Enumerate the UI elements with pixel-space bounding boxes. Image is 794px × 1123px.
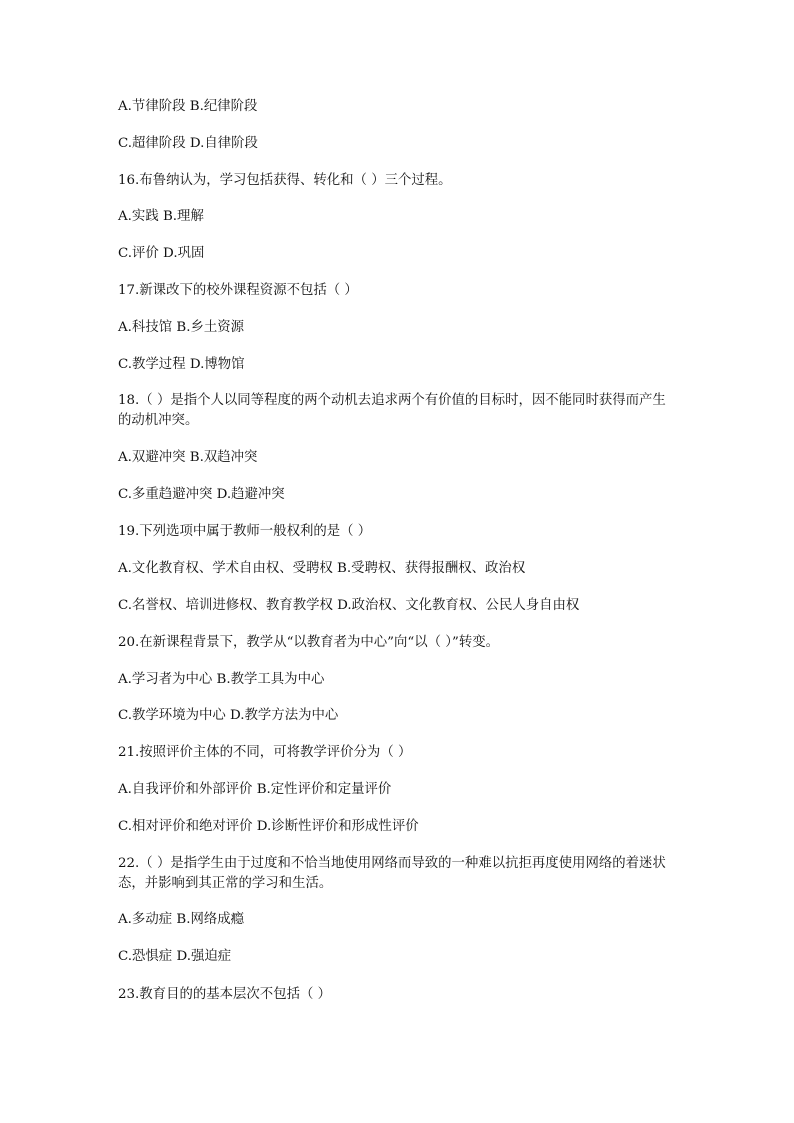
option-line: A.文化教育权、学术自由权、受聘权 B.受聘权、获得报酬权、政治权 — [118, 561, 526, 576]
question-22: 22.（ ）是指学生由于过度和不恰当地使用网络而导致的一种难以抗拒再度使用网络的着迷状态，并影响到其正常的学习和生活。 — [118, 856, 666, 891]
option-line: C.超律阶段 D.自律阶段 — [118, 136, 258, 151]
option-line: A.科技馆 B.乡土资源 — [118, 320, 245, 335]
question-16: 16.布鲁纳认为，学习包括获得、转化和（ ）三个过程。 — [118, 173, 452, 188]
question-19: 19.下列选项中属于教师一般权利的是（ ） — [118, 524, 372, 539]
option-line: C.恐惧症 D.强迫症 — [118, 949, 232, 964]
option-line: A.实践 B.理解 — [118, 209, 204, 224]
option-line: A.多动症 B.网络成瘾 — [118, 912, 245, 927]
option-line: C.名誉权、培训进修权、教育教学权 D.政治权、文化教育权、公民人身自由权 — [118, 598, 580, 613]
option-line: C.相对评价和绝对评价 D.诊断性评价和形成性评价 — [118, 819, 419, 834]
option-line: C.教学过程 D.博物馆 — [118, 357, 245, 372]
question-17: 17.新课改下的校外课程资源不包括（ ） — [118, 283, 358, 298]
question-20: 20.在新课程背景下，教学从“以教育者为中心”向“以（ ）”转变。 — [118, 635, 499, 650]
option-line: C.多重趋避冲突 D.趋避冲突 — [118, 487, 285, 502]
option-line: C.教学环境为中心 D.教学方法为中心 — [118, 708, 339, 723]
option-line: A.节律阶段 B.纪律阶段 — [118, 99, 258, 114]
option-line: A.双避冲突 B.双趋冲突 — [118, 450, 258, 465]
question-18: 18.（ ）是指个人以同等程度的两个动机去追求两个有价值的目标时，因不能同时获得而产生的动机冲突。 — [118, 393, 666, 428]
question-23: 23.教育目的的基本层次不包括（ ） — [118, 987, 332, 1002]
option-line: A.学习者为中心 B.教学工具为中心 — [118, 672, 325, 687]
question-21: 21.按照评价主体的不同，可将教学评价分为（ ） — [118, 745, 412, 760]
option-line: A.自我评价和外部评价 B.定性评价和定量评价 — [118, 782, 392, 797]
option-line: C.评价 D.巩固 — [118, 246, 205, 261]
